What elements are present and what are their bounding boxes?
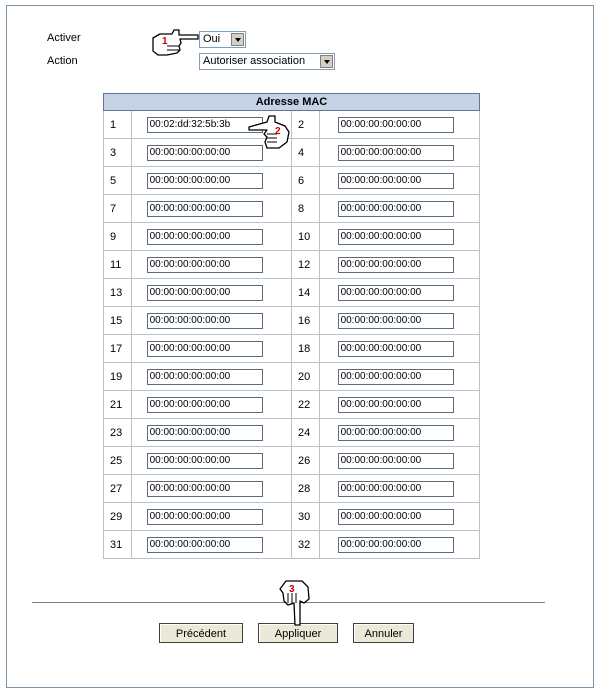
mac-address-input[interactable]: 00:00:00:00:00:00 bbox=[338, 145, 454, 161]
mac-cell bbox=[131, 447, 291, 475]
mac-index: 29 bbox=[104, 503, 132, 531]
table-row bbox=[104, 251, 480, 279]
mac-cell bbox=[131, 475, 291, 503]
mac-cell bbox=[319, 447, 479, 475]
mac-cell bbox=[319, 251, 479, 279]
mac-index: 27 bbox=[104, 475, 132, 503]
mac-cell bbox=[131, 279, 291, 307]
mac-cell bbox=[131, 503, 291, 531]
mac-index: 6 bbox=[291, 167, 319, 195]
mac-address-input[interactable]: 00:00:00:00:00:00 bbox=[147, 341, 263, 357]
activer-select[interactable] bbox=[199, 31, 246, 48]
mac-address-input[interactable]: 00:00:00:00:00:00 bbox=[147, 509, 263, 525]
mac-index: 10 bbox=[291, 223, 319, 251]
activer-label: Activer bbox=[47, 32, 81, 44]
mac-index: 2 bbox=[291, 111, 319, 139]
table-row bbox=[104, 195, 480, 223]
action-select[interactable] bbox=[199, 53, 335, 70]
table-row bbox=[104, 307, 480, 335]
mac-index: 25 bbox=[104, 447, 132, 475]
mac-address-input[interactable]: 00:00:00:00:00:00 bbox=[147, 257, 263, 273]
mac-address-input[interactable]: 00:00:00:00:00:00 bbox=[338, 397, 454, 413]
mac-address-input[interactable]: 00:00:00:00:00:00 bbox=[147, 201, 263, 217]
mac-address-input[interactable]: 00:00:00:00:00:00 bbox=[338, 341, 454, 357]
mac-address-input[interactable]: 00:00:00:00:00:00 bbox=[147, 285, 263, 301]
mac-cell bbox=[131, 251, 291, 279]
table-row bbox=[104, 111, 480, 139]
mac-index: 21 bbox=[104, 391, 132, 419]
step-marker-1: 1 bbox=[162, 36, 168, 47]
mac-cell bbox=[319, 111, 479, 139]
mac-index: 3 bbox=[104, 139, 132, 167]
mac-cell bbox=[131, 167, 291, 195]
mac-cell bbox=[131, 363, 291, 391]
table-row bbox=[104, 363, 480, 391]
table-row bbox=[104, 279, 480, 307]
mac-index: 31 bbox=[104, 531, 132, 559]
mac-cell bbox=[131, 223, 291, 251]
chevron-down-icon[interactable] bbox=[231, 33, 244, 46]
table-row bbox=[104, 503, 480, 531]
mac-cell bbox=[319, 139, 479, 167]
mac-address-input[interactable]: 00:00:00:00:00:00 bbox=[147, 481, 263, 497]
mac-index: 8 bbox=[291, 195, 319, 223]
appliquer-button[interactable]: Appliquer bbox=[258, 623, 338, 643]
mac-cell bbox=[131, 335, 291, 363]
mac-cell bbox=[131, 391, 291, 419]
mac-index: 14 bbox=[291, 279, 319, 307]
chevron-down-icon[interactable] bbox=[320, 55, 333, 68]
mac-address-input[interactable]: 00:00:00:00:00:00 bbox=[147, 173, 263, 189]
mac-address-input[interactable]: 00:00:00:00:00:00 bbox=[147, 313, 263, 329]
mac-cell bbox=[319, 335, 479, 363]
table-row bbox=[104, 167, 480, 195]
mac-address-input[interactable]: 00:00:00:00:00:00 bbox=[338, 453, 454, 469]
mac-address-input[interactable]: 00:02:dd:32:5b:3b bbox=[147, 117, 263, 133]
mac-address-input[interactable]: 00:00:00:00:00:00 bbox=[147, 453, 263, 469]
mac-address-input[interactable]: 00:00:00:00:00:00 bbox=[338, 117, 454, 133]
mac-index: 19 bbox=[104, 363, 132, 391]
mac-address-input[interactable]: 00:00:00:00:00:00 bbox=[147, 425, 263, 441]
mac-index: 5 bbox=[104, 167, 132, 195]
mac-index: 32 bbox=[291, 531, 319, 559]
mac-table-header: Adresse MAC bbox=[104, 94, 480, 111]
table-row bbox=[104, 447, 480, 475]
mac-index: 26 bbox=[291, 447, 319, 475]
mac-address-input[interactable]: 00:00:00:00:00:00 bbox=[338, 201, 454, 217]
mac-index: 15 bbox=[104, 307, 132, 335]
table-row bbox=[104, 419, 480, 447]
mac-address-input[interactable]: 00:00:00:00:00:00 bbox=[147, 537, 263, 553]
mac-cell bbox=[319, 195, 479, 223]
mac-address-input[interactable]: 00:00:00:00:00:00 bbox=[338, 229, 454, 245]
annuler-button[interactable]: Annuler bbox=[353, 623, 414, 643]
mac-address-input[interactable]: 00:00:00:00:00:00 bbox=[338, 537, 454, 553]
mac-index: 28 bbox=[291, 475, 319, 503]
mac-index: 12 bbox=[291, 251, 319, 279]
table-row bbox=[104, 475, 480, 503]
mac-index: 7 bbox=[104, 195, 132, 223]
mac-index: 30 bbox=[291, 503, 319, 531]
mac-cell bbox=[319, 167, 479, 195]
mac-cell bbox=[319, 419, 479, 447]
mac-address-input[interactable]: 00:00:00:00:00:00 bbox=[338, 285, 454, 301]
mac-cell bbox=[131, 307, 291, 335]
mac-cell bbox=[319, 223, 479, 251]
pointing-hand-icon bbox=[150, 26, 200, 60]
step-marker-2: 2 bbox=[275, 126, 281, 137]
mac-index: 9 bbox=[104, 223, 132, 251]
step-marker-3: 3 bbox=[289, 584, 295, 595]
mac-address-table bbox=[103, 93, 480, 559]
mac-index: 24 bbox=[291, 419, 319, 447]
mac-cell bbox=[319, 503, 479, 531]
mac-cell bbox=[131, 531, 291, 559]
table-row bbox=[104, 531, 480, 559]
mac-index: 4 bbox=[291, 139, 319, 167]
mac-address-input[interactable]: 00:00:00:00:00:00 bbox=[338, 425, 454, 441]
mac-address-input[interactable]: 00:00:00:00:00:00 bbox=[338, 257, 454, 273]
mac-index: 20 bbox=[291, 363, 319, 391]
mac-cell bbox=[319, 475, 479, 503]
mac-cell bbox=[131, 419, 291, 447]
mac-address-input[interactable]: 00:00:00:00:00:00 bbox=[147, 397, 263, 413]
mac-address-input[interactable]: 00:00:00:00:00:00 bbox=[147, 369, 263, 385]
action-label: Action bbox=[47, 55, 78, 67]
mac-address-input[interactable]: 00:00:00:00:00:00 bbox=[147, 145, 263, 161]
mac-index: 16 bbox=[291, 307, 319, 335]
mac-index: 22 bbox=[291, 391, 319, 419]
activer-select-value: Oui bbox=[203, 33, 221, 45]
mac-index: 1 bbox=[104, 111, 132, 139]
mac-cell bbox=[319, 391, 479, 419]
mac-address-input[interactable]: 00:00:00:00:00:00 bbox=[338, 481, 454, 497]
mac-address-input[interactable]: 00:00:00:00:00:00 bbox=[147, 229, 263, 245]
table-row bbox=[104, 139, 480, 167]
mac-cell bbox=[319, 279, 479, 307]
mac-index: 18 bbox=[291, 335, 319, 363]
mac-cell bbox=[319, 363, 479, 391]
table-row bbox=[104, 391, 480, 419]
mac-address-input[interactable]: 00:00:00:00:00:00 bbox=[338, 509, 454, 525]
mac-index: 11 bbox=[104, 251, 132, 279]
mac-address-input[interactable]: 00:00:00:00:00:00 bbox=[338, 313, 454, 329]
mac-address-input[interactable]: 00:00:00:00:00:00 bbox=[338, 173, 454, 189]
mac-cell bbox=[319, 531, 479, 559]
mac-index: 17 bbox=[104, 335, 132, 363]
mac-index: 13 bbox=[104, 279, 132, 307]
mac-cell bbox=[319, 307, 479, 335]
pointing-hand-icon bbox=[247, 110, 291, 152]
mac-index: 23 bbox=[104, 419, 132, 447]
mac-address-input[interactable]: 00:00:00:00:00:00 bbox=[338, 369, 454, 385]
action-select-value: Autoriser association bbox=[203, 55, 306, 67]
mac-cell bbox=[131, 195, 291, 223]
table-row bbox=[104, 335, 480, 363]
table-row bbox=[104, 223, 480, 251]
precedent-button[interactable]: Précédent bbox=[159, 623, 243, 643]
